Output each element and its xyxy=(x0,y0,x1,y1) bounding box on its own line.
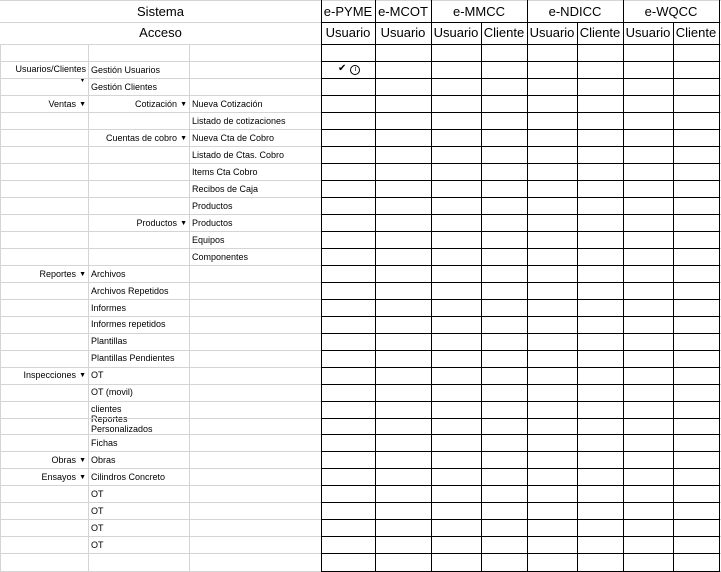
checkmark-icon: ✔ xyxy=(338,63,347,74)
system-header-emmcc: e-MMCC xyxy=(453,4,505,19)
system-header-ewqcc: e-WQCC xyxy=(644,4,698,19)
subgroup-label: Cotización xyxy=(135,99,178,109)
subgroup-productos[interactable] xyxy=(88,215,187,232)
grid-row-line xyxy=(321,180,719,181)
group-label: Ensayos xyxy=(41,472,77,482)
chevron-down-icon[interactable]: ▼ xyxy=(79,457,86,464)
chevron-down-icon[interactable]: ▼ xyxy=(79,372,86,379)
system-header-endicc: e-NDICC xyxy=(548,4,602,19)
subcol-cliente: Cliente xyxy=(579,25,621,40)
subcol-usuario: Usuario xyxy=(433,25,479,40)
grid-row-line xyxy=(321,401,719,402)
group-inspecciones[interactable] xyxy=(0,367,86,384)
grid-row-line xyxy=(321,95,719,96)
grid-row-line xyxy=(321,163,719,164)
grid-row-line xyxy=(321,468,719,469)
system-header-emcot: e-MCOT xyxy=(378,4,428,19)
group-label: Reportes xyxy=(39,269,77,279)
subcol-separator xyxy=(481,22,482,572)
item-ot-movil: OT (movil) xyxy=(91,387,133,397)
item-informes: Informes xyxy=(91,303,127,313)
grid-row-line xyxy=(321,333,719,334)
subcol-usuario: Usuario xyxy=(380,25,426,40)
system-separator xyxy=(719,0,720,572)
grid-row-line xyxy=(321,214,719,215)
item-nueva-cotizacion: Nueva Cotización xyxy=(192,99,263,109)
grid-row-line xyxy=(321,282,719,283)
chevron-down-icon[interactable]: ▼ xyxy=(79,77,86,84)
chevron-down-icon[interactable]: ▼ xyxy=(79,474,86,481)
system-header-epyme: e-PYME xyxy=(323,4,373,19)
system-separator xyxy=(375,0,376,572)
item-productos: Productos xyxy=(192,218,233,228)
item-listado-cotizaciones: Listado de cotizaciones xyxy=(192,116,286,126)
chevron-down-icon[interactable]: ▼ xyxy=(180,220,187,227)
system-separator xyxy=(321,0,322,572)
subcol-separator xyxy=(577,22,578,572)
item-ot: OT xyxy=(91,540,104,550)
item-informes-repetidos: Informes repetidos xyxy=(91,319,166,329)
grid-row-line xyxy=(321,519,719,520)
grid-row-line xyxy=(321,451,719,452)
item-clientes: clientes xyxy=(91,404,122,414)
item-archivos-repetidos: Archivos Repetidos xyxy=(91,286,169,296)
grid-row-line xyxy=(321,502,719,503)
grid-row-line xyxy=(321,299,719,300)
acceso-header: Acceso xyxy=(139,25,182,40)
grid-row-line xyxy=(321,61,719,62)
item-plantillas-pendientes: Plantillas Pendientes xyxy=(91,353,175,363)
row-line xyxy=(0,0,721,1)
item-items-cta-cobro: Items Cta Cobro xyxy=(192,167,258,177)
grid-row-line xyxy=(321,553,719,554)
grid-row-line xyxy=(321,536,719,537)
group-label: Ventas xyxy=(48,99,77,109)
group-obras[interactable] xyxy=(0,452,86,469)
grid-row-line xyxy=(321,485,719,486)
item-ot: OT xyxy=(91,523,104,533)
grid-row-line xyxy=(321,434,719,435)
grid-row-line xyxy=(321,197,719,198)
permission-cell-epyme-gestion-usuarios[interactable] xyxy=(338,62,360,76)
subcol-usuario: Usuario xyxy=(325,25,371,40)
chevron-down-icon[interactable]: ▼ xyxy=(180,101,187,108)
grid-row-line xyxy=(321,22,719,23)
subgroup-label: Productos xyxy=(136,218,178,228)
subgroup-label: Cuentas de cobro xyxy=(106,133,178,143)
item-obras: Obras xyxy=(91,455,116,465)
subgroup-cuentas-de-cobro[interactable] xyxy=(88,130,187,147)
grid-row-line xyxy=(321,112,719,113)
grid-row-line xyxy=(321,350,719,351)
item-listado-ctas-cobro: Listado de Ctas. Cobro xyxy=(192,150,285,160)
grid-row-line xyxy=(321,367,719,368)
item-ot: OT xyxy=(91,489,104,499)
group-reportes[interactable] xyxy=(0,266,86,283)
chevron-down-icon[interactable]: ▼ xyxy=(180,135,187,142)
grid-row-line xyxy=(321,418,719,419)
item-recibos-de-caja: Recibos de Caja xyxy=(192,184,259,194)
grid-row-line xyxy=(321,231,719,232)
grid-row-line xyxy=(321,146,719,147)
info-icon[interactable]: i xyxy=(350,65,360,75)
item-componentes: Componentes xyxy=(192,252,249,262)
system-separator xyxy=(431,0,432,572)
item-productos: Productos xyxy=(192,201,233,211)
grid-row-line xyxy=(321,384,719,385)
group-label: Inspecciones xyxy=(23,370,77,380)
item-ot: OT xyxy=(91,506,104,516)
grid-row-line xyxy=(321,265,719,266)
chevron-down-icon[interactable]: ▼ xyxy=(79,271,86,278)
group-ventas[interactable] xyxy=(0,96,86,113)
item-archivos: Archivos xyxy=(91,269,126,279)
item-fichas: Fichas xyxy=(91,438,118,448)
subcol-cliente: Cliente xyxy=(483,25,525,40)
item-reportes-personalizados: Reportes Personalizados xyxy=(91,414,153,434)
subcol-cliente: Cliente xyxy=(675,25,717,40)
grid-row-line xyxy=(321,248,719,249)
chevron-down-icon[interactable]: ▼ xyxy=(79,101,86,108)
item-plantillas: Plantillas xyxy=(91,336,128,346)
item-cilindros-concreto: Cilindros Concreto xyxy=(91,472,166,482)
subcol-usuario: Usuario xyxy=(625,25,671,40)
col-line xyxy=(0,44,1,572)
group-label: Obras xyxy=(51,455,77,465)
item-gestion-clientes: Gestión Clientes xyxy=(91,82,158,92)
col-line xyxy=(189,44,190,572)
item-gestion-usuarios: Gestión Usuarios xyxy=(91,65,161,75)
group-ensayos[interactable] xyxy=(0,469,86,486)
group-label: Usuarios/Clientes xyxy=(15,64,86,74)
item-nueva-cta-cobro: Nueva Cta de Cobro xyxy=(192,133,275,143)
group-usuarios-clientes[interactable] xyxy=(0,61,86,77)
subcol-separator xyxy=(673,22,674,572)
item-equipos: Equipos xyxy=(192,235,225,245)
col-line xyxy=(88,44,89,572)
grid-row-line xyxy=(321,44,719,45)
sistema-header: Sistema xyxy=(137,4,184,19)
system-separator xyxy=(527,0,528,572)
subcol-usuario: Usuario xyxy=(529,25,575,40)
subgroup-cotizacion[interactable] xyxy=(88,96,187,113)
grid-row-line xyxy=(321,316,719,317)
item-ot: OT xyxy=(91,370,104,380)
system-separator xyxy=(623,0,624,572)
grid-row-line xyxy=(321,129,719,130)
grid-row-line xyxy=(321,78,719,79)
